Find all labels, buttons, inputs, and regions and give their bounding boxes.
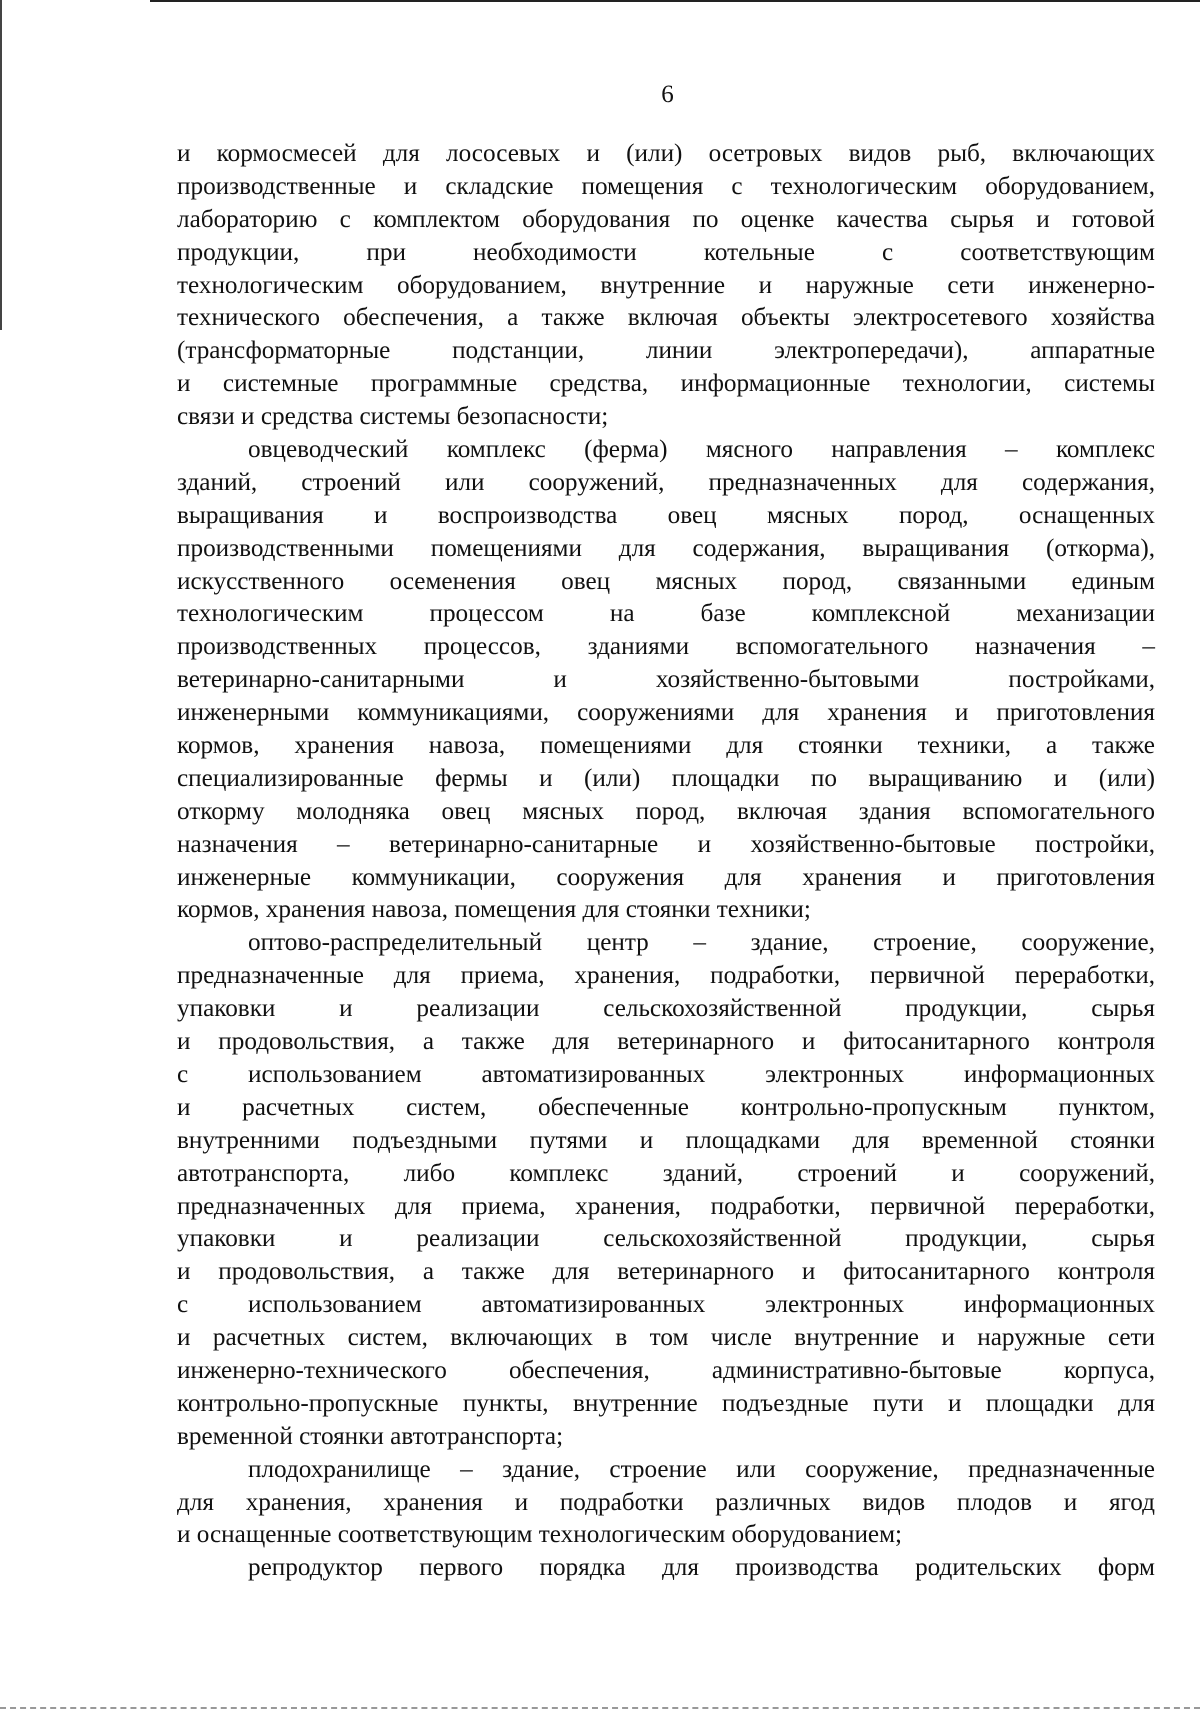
text-line-content: предназначенные для приема, хранения, подработки, первичной переработки, — [177, 962, 1155, 990]
text-line — [177, 237, 1155, 270]
text-line-content: с использованием автоматизированных электронных информационных — [177, 1060, 1155, 1088]
text-line — [177, 1092, 1155, 1125]
text-line — [177, 138, 1155, 171]
text-line — [177, 467, 1155, 500]
text-line-content: откорму молодняка овец мясных пород, включая здания вспомогательного — [177, 797, 1155, 825]
text-line — [177, 1355, 1155, 1388]
text-line — [177, 730, 1155, 763]
text-line — [177, 302, 1155, 335]
text-line-content: автотранспорта, либо комплекс зданий, строений и сооружений, — [177, 1159, 1155, 1187]
text-line — [177, 1191, 1155, 1224]
text-line-content: плодохранилище – здание, строение или сооружение, предназначенные — [248, 1455, 1155, 1483]
text-line-content: лабораторию с комплектом оборудования по оценке качества сырья и готовой — [177, 205, 1155, 233]
paragraph-first-line — [177, 1454, 1155, 1487]
text-line — [177, 1519, 1155, 1552]
text-line-content: и оснащенные соответствующим технологическим оборудованием; — [177, 1521, 903, 1549]
text-line — [177, 894, 1155, 927]
scan-edge-left — [0, 0, 2, 330]
text-line-content: и расчетных систем, обеспеченные контрольно-пропускным пунктом, — [177, 1093, 1155, 1121]
text-line — [177, 1487, 1155, 1520]
text-line — [177, 1059, 1155, 1092]
text-line-content: и кормосмесей для лососевых и (или) осетровых видов рыб, включающих — [177, 140, 1155, 167]
text-line-content: специализированные фермы и (или) площадки по выращиванию и (или) — [177, 764, 1155, 792]
text-line — [177, 697, 1155, 730]
text-line-content: и системные программные средства, информационные технологии, системы — [177, 370, 1155, 398]
text-line-content: предназначенных для приема, хранения, подработки, первичной переработки, — [177, 1192, 1155, 1220]
text-line-content: (трансформаторные подстанции, линии электропередачи), аппаратные — [177, 337, 1155, 365]
scan-edge-bottom — [0, 1707, 1200, 1709]
text-line — [177, 598, 1155, 631]
text-line-content: инженерно-технического обеспечения, административно-бытовые корпуса, — [177, 1356, 1155, 1384]
text-line — [177, 960, 1155, 993]
text-line — [177, 763, 1155, 796]
text-line-content: производственными помещениями для содержания, выращивания (откорма), — [177, 534, 1155, 562]
text-line-content: репродуктор первого порядка для производства родительских форм — [248, 1554, 1155, 1582]
text-line — [177, 566, 1155, 599]
text-line-content: внутренними подъездными путями и площадками для временной стоянки — [177, 1126, 1155, 1154]
text-line-content: кормов, хранения навоза, помещениями для стоянки техники, а также — [177, 732, 1155, 760]
text-line-content: кормов, хранения навоза, помещения для стоянки техники; — [177, 896, 811, 924]
text-line-content: упаковки и реализации сельскохозяйственной продукции, сырья — [177, 995, 1155, 1023]
text-line — [177, 664, 1155, 697]
text-line — [177, 993, 1155, 1026]
paragraph-first-line — [177, 434, 1155, 467]
text-line — [177, 1158, 1155, 1191]
scan-edge-top — [150, 0, 1200, 2]
text-line — [177, 829, 1155, 862]
text-line — [177, 1026, 1155, 1059]
paragraph-first-line — [177, 1552, 1155, 1585]
text-line-content: упаковки и реализации сельскохозяйственной продукции, сырья — [177, 1225, 1155, 1253]
text-line-content: производственных процессов, зданиями вспомогательного назначения – — [177, 633, 1155, 661]
text-line — [177, 500, 1155, 533]
text-line-content: связи и средства системы безопасности; — [177, 403, 609, 431]
text-line — [177, 862, 1155, 895]
text-line-content: овцеводческий комплекс (ферма) мясного направления – комплекс — [248, 436, 1155, 464]
text-line — [177, 631, 1155, 664]
text-line — [177, 1125, 1155, 1158]
text-line-content: назначения – ветеринарно-санитарные и хозяйственно-бытовые постройки, — [177, 830, 1155, 858]
text-line-content: ветеринарно-санитарными и хозяйственно-бытовыми постройками, — [177, 666, 1155, 694]
text-line-content: с использованием автоматизированных электронных информационных — [177, 1291, 1155, 1319]
text-line — [177, 171, 1155, 204]
page-number: 6 — [661, 81, 674, 108]
text-line-content: инженерными коммуникациями, сооружениями для хранения и приготовления — [177, 699, 1155, 727]
text-line — [177, 270, 1155, 303]
text-line-content: для хранения, хранения и подработки различных видов плодов и ягод — [177, 1488, 1155, 1516]
text-line-content: технологическим оборудованием, внутренние и наружные сети инженерно- — [177, 271, 1155, 299]
text-line — [177, 1289, 1155, 1322]
text-line-content: и продовольствия, а также для ветеринарного и фитосанитарного контроля — [177, 1258, 1155, 1286]
text-line-content: технологическим процессом на базе комплексной механизации — [177, 600, 1155, 628]
text-line-content: и расчетных систем, включающих в том числе внутренние и наружные сети — [177, 1324, 1155, 1352]
text-line-content: продукции, при необходимости котельные с соответствующим — [177, 238, 1155, 266]
text-line-content: технического обеспечения, а также включая объекты электросетевого хозяйства — [177, 304, 1155, 332]
text-line — [177, 401, 1155, 434]
text-line-content: контрольно-пропускные пункты, внутренние подъездные пути и площадки для — [177, 1389, 1155, 1417]
text-line — [177, 1223, 1155, 1256]
text-line-content: выращивания и воспроизводства овец мясных пород, оснащенных — [177, 501, 1155, 529]
text-line — [177, 335, 1155, 368]
text-line-content: производственные и складские помещения с технологическим оборудованием, — [177, 172, 1155, 200]
paragraph-first-line — [177, 927, 1155, 960]
text-line-content: искусственного осеменения овец мясных пород, связанными единым — [177, 567, 1155, 595]
document-body — [177, 138, 1155, 1585]
text-line-content: временной стоянки автотранспорта; — [177, 1422, 564, 1450]
text-line — [177, 1388, 1155, 1421]
text-line — [177, 368, 1155, 401]
text-line — [177, 1322, 1155, 1355]
text-line — [177, 1256, 1155, 1289]
text-line-content: оптово-распределительный центр – здание, строение, сооружение, — [248, 929, 1155, 957]
text-line-content: и продовольствия, а также для ветеринарного и фитосанитарного контроля — [177, 1028, 1155, 1056]
text-line-content: инженерные коммуникации, сооружения для хранения и приготовления — [177, 863, 1155, 891]
text-line — [177, 1421, 1155, 1454]
text-line — [177, 204, 1155, 237]
text-line — [177, 796, 1155, 829]
text-line — [177, 533, 1155, 566]
text-line-content: зданий, строений или сооружений, предназначенных для содержания, — [177, 468, 1155, 496]
